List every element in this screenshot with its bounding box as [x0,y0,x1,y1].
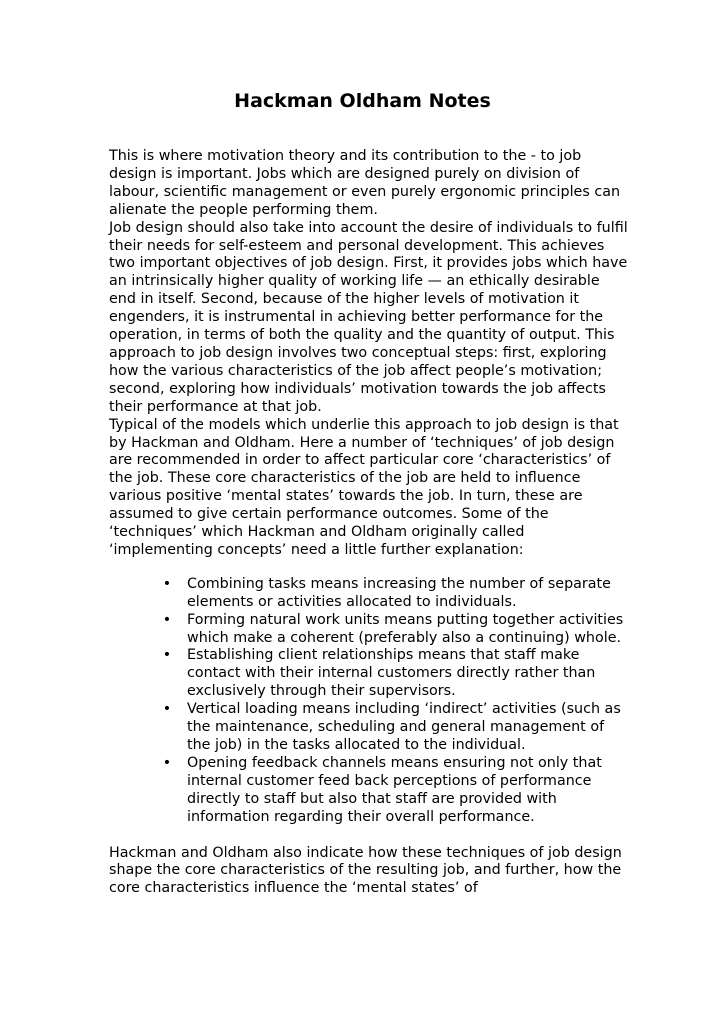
list-item [162,611,629,648]
bullet-icon: • [162,754,172,771]
bullet-icon: • [162,647,172,664]
list-item-text: Establishing client relationships means that staff make contact with their internal customers directly rather than exclusively through their supervisors. [187,647,596,700]
bullet-icon: • [162,611,172,628]
document-title: Hackman Oldham Notes [234,90,491,112]
list-item-text: Forming natural work units means putting together activities which make a coherent (preferably also a continuing) whole. [187,611,624,646]
list-item-text: Combining tasks means increasing the number of separate elements or activities allocated to individuals. [187,575,611,610]
paragraph-intro: This is where motivation theory and its contribution to the - to job design is important. Jobs which are designed purely on division of labour, scientific management or even purely ergonomic principles can alienate the people performing them. [109,148,621,218]
list-item [162,575,629,612]
paragraph-job-design: Job design should also take into account the desire of individuals to fulfil their needs for self-esteem and personal development. This achieves two important objectives of job design. First, it provides jobs which have an intrinsically higher quality of working life — an ethically desirable end in itself. Second, because of the higher levels of motivation it engenders, it is instrumental in achieving better performance for the operation, in terms of both the quality and the quantity of output. This approach to job design involves two conceptual steps: first, exploring how the various characteristics of the job affect people’s motivation; second, exploring how individuals’ motivation towards the job affects their performance at that job. [109,219,628,415]
list-item-text: Vertical loading means including ‘indirect’ activities (such as the maintenance, scheduling and general management of the job) in the tasks allocated to the individual. [187,701,621,753]
paragraph-closing: Hackman and Oldham also indicate how these techniques of job design shape the core characteristics of the resulting job, and further, how the core characteristics influence the ‘mental states’ of [109,844,622,897]
paragraph-hackman-oldham-model: Typical of the models which underlie this approach to job design is that by Hackman and Oldham. Here a number of ‘techniques’ of job design are recommended in order to affect particular core ‘characteristics’ of the job. These core characteristics of the job are held to influence various positive ‘mental states’ towards the job. In turn, these are assumed to give certain performance outcomes. Some of the ‘techniques’ which Hackman and Oldham originally called ‘implementing concepts’ need a little further explanation: [109,416,619,558]
bullet-icon: • [162,575,172,592]
bullet-icon: • [162,701,172,718]
list-item [162,647,629,701]
techniques-list [109,576,629,827]
list-item [162,754,629,827]
list-item [162,701,629,755]
document-body [109,148,629,898]
list-item-text: Opening feedback channels means ensuring not only that internal customer feed back perceptions of performance directly to staff but also that staff are provided with information regarding their overall performance. [187,754,602,825]
